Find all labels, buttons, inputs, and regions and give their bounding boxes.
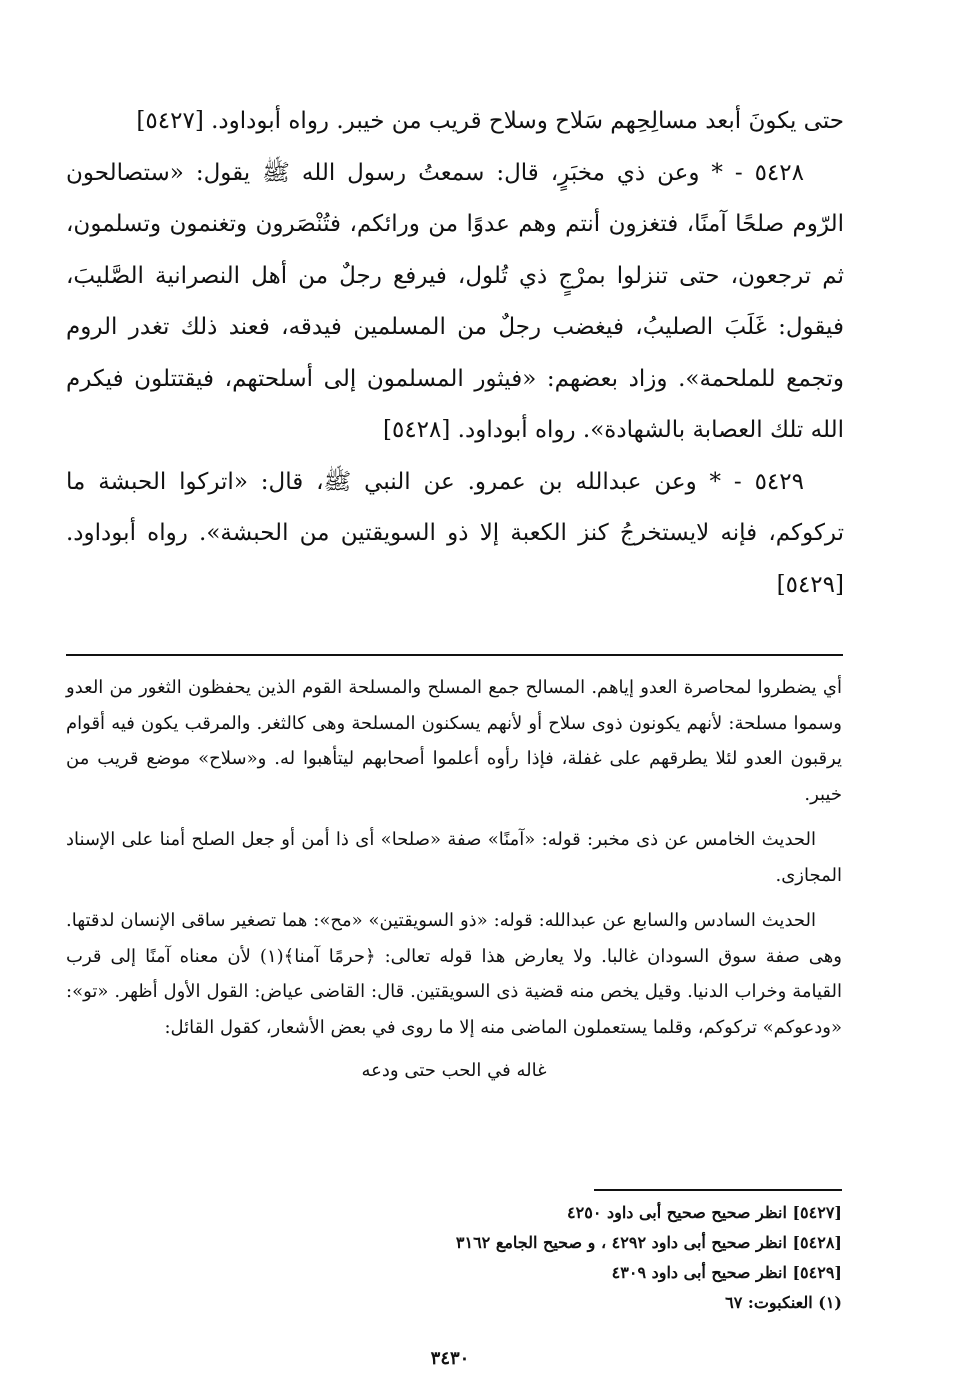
footnote-reference: [٥٤٢٨] انظر صحيح أبى داود ٤٢٩٢ ، و صحيح الجامع ٣١٦٢ — [455, 1233, 842, 1252]
commentary-paragraph: الحديث الخامس عن ذى مخبر: قوله: «آمنًا» صفة «صلحا» أى ذا أمن أو جعل الصلح أمنا على الإسناد المجازى. — [66, 829, 842, 886]
hadith-5428: ٥٤٢٨ - * وعن ذي مخبَرٍ، قال: سمعتُ رسول الله ﷺ يقول: «ستصالحون الرّوم صلحًا آمنًا، فتغزون أنتم وهم عدوًا من ورائكم، فتُنْصَرون وتغنمون وتسلمون، ثم ترجعون، حتى تنزلوا بمرْجٍ ذي تُلول، فيرفع رجلٌ من أهل النصرانية الصَّليبَ، فيقول: غَلَبَ الصليبُ، فيغضب رجلٌ من المسلمين فيدقه، فعند ذلك تغدر الروم وتجمع للملحمة». وزاد بعضهم: «فيثور المسلمون إلى أسلحتهم، فيقتتلون فيكرم الله تلك العصابة بالشهادة». رواه أبوداود. [٥٤٢٨] — [66, 159, 844, 443]
footnote-reference: (١) العنكبوت: ٦٧ — [725, 1293, 842, 1312]
hadith-5427-ending: حتى يكونَ أبعد مسالِحِهم سَلاح وسلاح قريب من خيبر. رواه أبوداود. [٥٤٢٧] — [136, 108, 844, 134]
commentary — [66, 670, 842, 1089]
footnotes — [300, 1198, 842, 1318]
poetry-verse: غاله في الحب حتى ودعه — [361, 1060, 547, 1081]
hadith-5429: ٥٤٢٩ - * وعن عبدالله بن عمرو. عن النبي ﷺ، قال: «اتركوا الحبشة ما تركوكم، فإنه لايستخرجُ كنز الكعبة إلا ذو السويقتين من الحبشة». رواه أبوداود. [٥٤٢٩] — [66, 468, 844, 598]
commentary-divider — [66, 654, 843, 656]
footnote-divider — [594, 1189, 842, 1191]
commentary-paragraph: أي يضطروا لمحاصرة العدو إياهم. المسالح جمع المسلح والمسلحة القوم الذين يحفظون الثغور من العدو وسموا مسلحة: لأنهم يكونون ذوى سلاح أو لأنهم يسكنون المسلحة وهى كالثغر. والمرقب يكون فيه أقوام يرقبون العدو لئلا يطرقهم على غفلة، فإذا رأوه أعلموا أصحابهم ليتأهبوا له. و«سلاح» موضع قريب من خيبر. — [66, 677, 842, 805]
page-number: ٣٤٣٠ — [430, 1348, 470, 1369]
main-text — [66, 96, 844, 611]
footnote-reference: [٥٤٢٩] انظر صحيح أبى داود ٤٣٠٩ — [611, 1263, 842, 1282]
commentary-paragraph: الحديث السادس والسابع عن عبدالله: قوله: «ذو السويقتين» «مح»: هما تصغير ساقى الإنسان لدقتها. وهى صفة سوق السودان غالبا. ولا يعارض هذا قوله تعالى: ﴿حرمًا آمنا﴾(١) لأن معناه آمنًا إلى قرب القيامة وخراب الدنيا. وقيل يخص منه قضية ذى السويقتين. قال: القاضى عياض: القول الأول أظهر. «تو»: «ودعوكم» تركوكم، وقلما يستعملون الماضى منه إلا ما روى في بعض الأشعار، كقول القائل: — [66, 910, 842, 1038]
footnote-reference: [٥٤٢٧] انظر صحيح صحيح أبى داود ٤٢٥٠ — [567, 1203, 842, 1222]
